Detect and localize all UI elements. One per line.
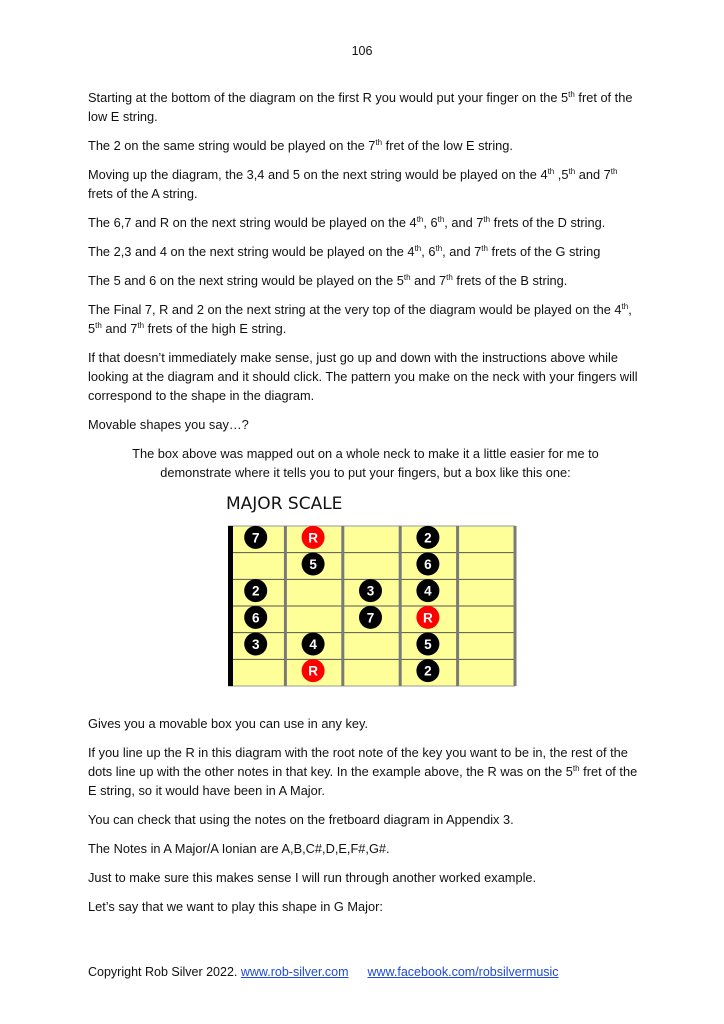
paragraph: Just to make sure this makes sense I will run through another worked example. [88,870,537,885]
copyright-text: Copyright Rob Silver 2022. [88,965,238,979]
paragraph: Moving up the diagram, the 3,4 and 5 on the next string would be played on the 4th ,5th and 7th frets of the A string. [88,167,618,201]
note-label: 2 [424,530,432,546]
paragraph: The 2,3 and 4 on the next string would be played on the 4th, 6th, and 7th frets of the G string [88,244,601,259]
facebook-link[interactable]: www.facebook.com/robsilvermusic [367,965,559,979]
paragraph: Starting at the bottom of the diagram on the first R you would put your finger on the 5th fret of the low E string. [88,90,633,124]
fret-wire [284,526,287,686]
paragraph: If you line up the R in this diagram with the root note of the key you want to be in, the rest of the dots line up with the other notes in that key. In the example above, the R was on the 5th fret of the E string, so it would have been in A Major. [88,745,638,798]
paragraph: The Notes in A Major/A Ionian are A,B,C#,D,E,F#,G#. [88,841,390,856]
note-label: 4 [309,637,317,652]
paragraph: The Final 7, R and 2 on the next string at the very top of the diagram would be played on the 4th, 5th and 7th frets of the high E string. [88,302,632,336]
page-number: 106 [351,44,373,58]
paragraph: Let’s say that we want to play this shape in G Major: [88,899,383,914]
note-label: 3 [251,637,260,652]
note-label: R [423,610,433,626]
fretboard-svg [88,492,643,696]
intro-paragraph: The box above was mapped out on a whole neck to make it a little easier for me to demonstrate where it tells you to put your fingers, but a box like this one: [132,446,599,480]
fret-wire [341,526,344,686]
note-label: 7 [251,530,260,546]
fret-wire [399,526,402,686]
paragraph: The 2 on the same string would be played on the 7th fret of the low E string. [88,138,513,153]
diagram-title: MAJOR SCALE [226,494,343,514]
note-label: 5 [309,557,317,572]
note-label: 7 [366,610,375,626]
paragraph: The 6,7 and R on the next string would be played on the 4th, 6th, and 7th frets of the D string. [88,215,606,230]
instructions-text [88,88,643,434]
note-label: R [308,530,318,546]
note-label: 5 [424,637,432,652]
fret-wire [514,526,517,686]
website-link[interactable]: www.rob-silver.com [240,965,349,979]
note-label: 4 [424,583,432,599]
note-label: 2 [251,583,260,599]
note-label: R [308,663,318,679]
paragraph: Movable shapes you say…? [88,417,249,432]
nut [228,526,233,686]
note-label: 6 [424,557,432,572]
paragraph: If that doesn’t immediately make sense, just go up and down with the instructions above while looking at the diagram and it should click. The pattern you make on the neck with your fingers will correspond to the shape in the diagram. [88,350,638,403]
note-label: 6 [251,610,260,626]
note-label: 2 [424,663,432,679]
paragraph: Gives you a movable box you can use in any key. [88,716,369,731]
page-content [88,88,643,926]
paragraph: The 5 and 6 on the next string would be played on the 5th and 7th frets of the B string. [88,273,568,288]
explanation-text [88,714,643,916]
fret-wire [456,526,459,686]
paragraph: You can check that using the notes on the fretboard diagram in Appendix 3. [88,812,514,827]
major-scale-diagram [88,492,643,696]
footer [88,965,559,979]
note-label: 3 [366,583,375,599]
